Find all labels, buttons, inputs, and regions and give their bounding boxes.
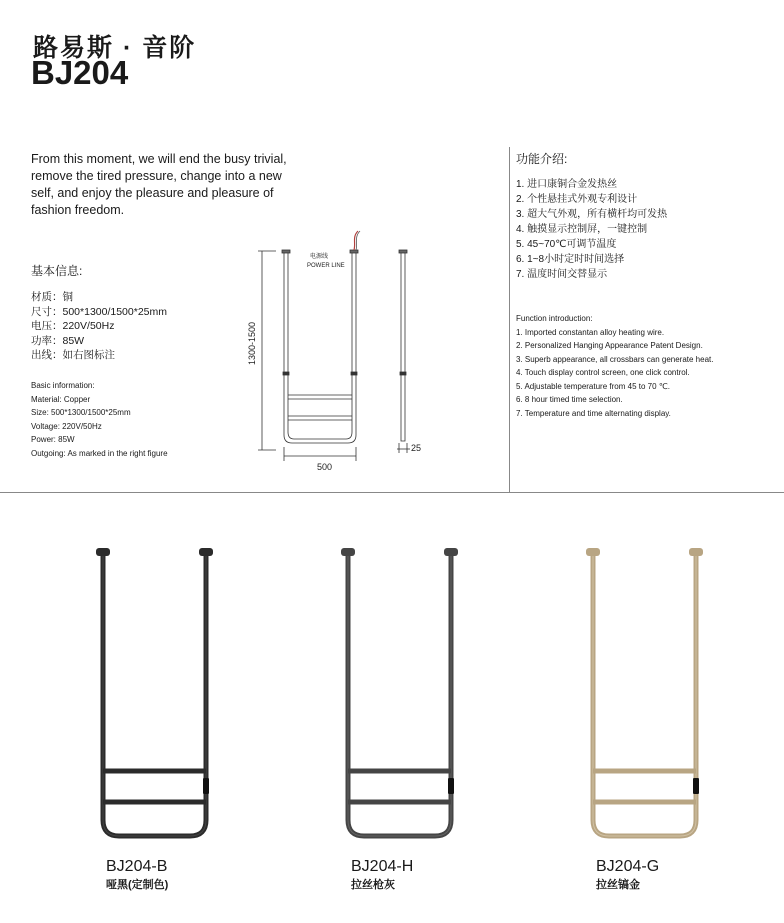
product-image [578, 540, 718, 840]
function-item-en: 7. Temperature and time alternating display. [516, 408, 671, 418]
rack-frame-highlight [593, 556, 696, 836]
side-view-foot [401, 437, 405, 441]
functions-heading: 功能介绍: [516, 152, 568, 166]
function-item: 5. 45~70℃可调节温度 [516, 239, 617, 250]
function-item-en: 1. Imported constantan alloy heating wire. [516, 327, 665, 337]
vertical-divider [509, 147, 510, 492]
function-item-en: 3. Superb appearance, all crossbars can generate heat. [516, 354, 714, 364]
basic-info-list-en [31, 379, 168, 460]
function-item: 6. 1~8小时定时时间选择 [516, 254, 625, 265]
variant-finish: 拉丝枪灰 [351, 879, 395, 891]
function-item: 2. 个性悬挂式外观专利设计 [516, 194, 638, 205]
basic-info-item: 电压：220V/50Hz [31, 320, 115, 332]
basic-info-item-en: Outgoing: As marked in the right figure [31, 448, 168, 458]
ceiling-mount [350, 250, 358, 253]
basic-info-item-en: Power: 85W [31, 435, 75, 444]
rack-bottom-bar [288, 432, 352, 439]
variant-finish: 拉丝镐金 [596, 879, 640, 891]
product-model-title: BJ204 [31, 54, 129, 91]
functions-list-en [516, 312, 713, 420]
basic-info-item-en: Material: Copper [31, 394, 91, 404]
side-view-joint [400, 372, 406, 375]
basic-info-item: 出线：如右图标注 [31, 349, 115, 361]
basic-info-item: 功率：85W [31, 334, 85, 347]
ceiling-cap [96, 548, 110, 556]
joint-marker [351, 372, 357, 375]
function-item-en: Function introduction: [516, 314, 593, 323]
control-panel [203, 778, 209, 794]
joint-marker [283, 372, 289, 375]
product-image [333, 540, 473, 840]
width-dimension-label: 500 [317, 462, 333, 472]
depth-dimension-label: 25 [411, 443, 422, 453]
height-dimension-label: 1300-1500 [247, 321, 257, 365]
function-item-en: 6. 8 hour timed time selection. [516, 395, 623, 404]
horizontal-divider [0, 492, 784, 493]
control-panel [693, 778, 699, 794]
intro-line: self, and enjoy the pleasure and pleasure of [31, 186, 274, 200]
rack-frame [348, 556, 451, 836]
ceiling-cap [199, 548, 213, 556]
product-variant [578, 540, 718, 891]
product-variant [88, 540, 228, 891]
product-title-cn: 路易斯 · 音阶 [33, 34, 197, 62]
intro-text [31, 151, 321, 219]
rack-frame [593, 556, 696, 836]
intro-line: From this moment, we will end the busy trivial, [31, 152, 287, 166]
basic-info-item-en: Voltage: 220V/50Hz [31, 421, 102, 431]
function-item: 3. 超大气外观，所有横杆均可发热 [516, 209, 668, 220]
function-item-en: 2. Personalized Hanging Appearance Patent Design. [516, 341, 703, 350]
function-item-en: 5. Adjustable temperature from 45 to 70 ℃. [516, 381, 670, 391]
ceiling-cap [586, 548, 600, 556]
function-item: 1. 进口康铜合金发热丝 [516, 179, 618, 190]
product-image [88, 540, 228, 840]
intro-line: fashion freedom. [31, 203, 125, 217]
dimension-diagram [240, 225, 440, 475]
basic-info-item: 尺寸：500*1300/1500*25mm [31, 305, 167, 318]
rack-frame [103, 556, 206, 836]
basic-info-list-cn [31, 290, 167, 363]
variant-model: BJ204-B [106, 858, 168, 875]
power-line-label-cn: 电源线 [310, 254, 329, 260]
ceiling-cap [689, 548, 703, 556]
variant-model: BJ204-H [351, 858, 414, 875]
ceiling-cap [341, 548, 355, 556]
control-panel [448, 778, 454, 794]
basic-info-heading: 基本信息: [31, 264, 83, 278]
intro-line: remove the tired pressure, change into a new [31, 169, 282, 183]
rack-frame-highlight [348, 556, 451, 836]
power-line-label-en: POWER LINE [307, 263, 345, 269]
function-item: 7. 温度时间交替显示 [516, 269, 608, 280]
basic-info-item-en: Size: 500*1300/1500*25mm [31, 408, 131, 417]
basic-info-item: 材质：铜 [31, 291, 73, 303]
variant-model: BJ204-G [596, 858, 660, 875]
function-item: 4. 触摸显示控制屏，一键控制 [516, 224, 648, 235]
variant-finish: 哑黑(定制色) [106, 879, 169, 891]
ceiling-mount [282, 250, 290, 253]
product-variant [333, 540, 473, 891]
side-view-mount [399, 250, 407, 253]
ceiling-cap [444, 548, 458, 556]
functions-list-cn [516, 177, 667, 282]
rack-frame-highlight [103, 556, 206, 836]
power-line-cable [354, 231, 358, 250]
function-item-en: 4. Touch display control screen, one click control. [516, 368, 690, 377]
basic-info-item-en: Basic information: [31, 381, 95, 390]
